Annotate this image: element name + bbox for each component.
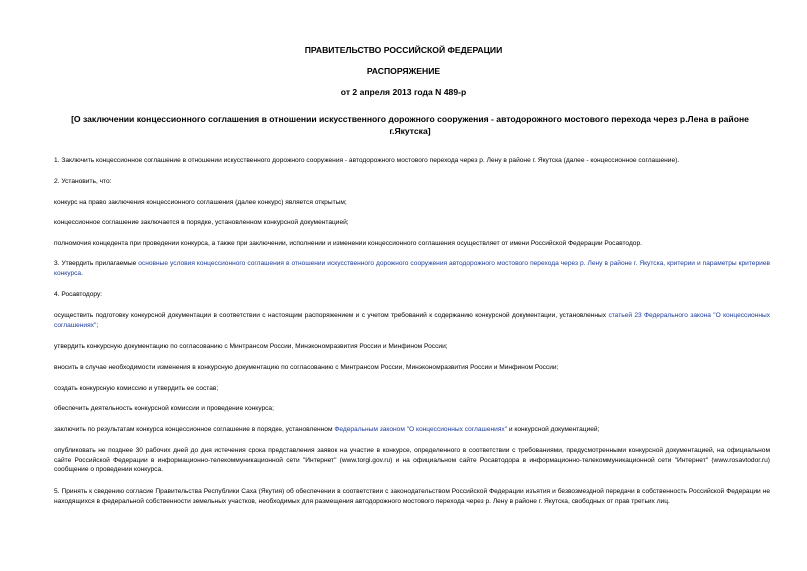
- paragraph-5-text: 5. Принять к сведению согласие Правительства Республики Саха (Якутия) об обеспечении в соответствии с законодательством Российской Федерации изъятия и безвозмездной передачи в собственность Российской Федерации не находящихся в федеральной собственности земельных участков, необходимых для размещения автодорожного мостового перехода через р. Лену в районе г. Якутска, свободных от прав третьих лиц.: [54, 488, 770, 505]
- paragraph-4c-text: вносить в случае необходимости изменения в конкурсную документацию по согласованию с Минтрансом России, Минэкономразвития России и Минфином России;: [54, 364, 559, 371]
- paragraph-4e: [54, 404, 770, 414]
- paragraph-2: [54, 177, 770, 187]
- basic-conditions-link[interactable]: основные условия концессионного соглашения в отношении искусственного дорожного сооружения автодорожного мостового перехода через р. Лену в районе г. Якутска, критерии и параметры критериев конкурса: [54, 260, 770, 277]
- paragraph-4a-text: осуществить подготовку конкурсной документации в соответствии с настоящим распоряжением и с учетом требований к содержанию конкурсной документации, установленных: [54, 312, 609, 319]
- paragraph-4e-text: обеспечить деятельность конкурсной комиссии и проведение конкурса;: [54, 405, 274, 412]
- paragraph-4: [54, 290, 770, 300]
- paragraph-2b: [54, 218, 770, 228]
- paragraph-1: [54, 156, 770, 166]
- paragraph-4a: [54, 311, 770, 330]
- paragraph-4g-text: опубликовать не позднее 30 рабочих дней до дня истечения срока представления заявок на участие в конкурсе, определенного в соответствии с требованиями, предусмотренными конкурсной документацией, на официальном сайте Российской Федерации в информационно-телекоммуникационной сети "Интернет" (www.torgi.gov.ru) и на официальном сайте Росавтодора в информационно-телекоммуникационной сети "Интернет" (www.rosavtodor.ru) сообщение о проведении конкурса.: [54, 447, 770, 474]
- paragraph-2-text: 2. Установить, что:: [54, 178, 112, 185]
- date-number-heading: от 2 апреля 2013 года N 489-р: [340, 87, 467, 97]
- doc-type-heading: РАСПОРЯЖЕНИЕ: [366, 66, 441, 76]
- federal-law-link[interactable]: Федеральным законом "О концессионных соглашениях": [334, 426, 508, 433]
- paragraph-5: [54, 487, 770, 506]
- org-heading: ПРАВИТЕЛЬСТВО РОССИЙСКОЙ ФЕДЕРАЦИИ: [304, 45, 503, 55]
- paragraph-3-end: .: [81, 269, 83, 277]
- paragraph-3: [54, 259, 770, 278]
- paragraph-2c-text: полномочия концедента при проведении конкурса, а также при заключении, исполнении и изменении концессионного соглашения осуществляет от имени Российской Федерации Росавтодор.: [54, 240, 642, 247]
- paragraph-4c: [54, 363, 770, 373]
- paragraph-4b-text: утвердить конкурсную документацию по согласованию с Минтрансом России, Минэкономразвития России и Минфином России;: [54, 343, 448, 350]
- paragraph-4f-text: заключить по результатам конкурса концессионное соглашение в порядке, установленном: [54, 426, 335, 433]
- paragraph-4d: [54, 384, 770, 394]
- paragraph-4-text: 4. Росавтодору:: [54, 291, 103, 298]
- paragraph-2b-text: концессионное соглашение заключается в порядке, установленном конкурсной документацией;: [54, 219, 349, 226]
- paragraph-4a-end: ;: [96, 321, 99, 329]
- paragraph-4b: [54, 342, 770, 352]
- paragraph-2a: [54, 198, 770, 208]
- paragraph-4f: [54, 425, 770, 435]
- paragraph-3-text: 3. Утвердить прилагаемые: [54, 260, 139, 267]
- paragraph-4f-end: и конкурсной документацией;: [507, 426, 600, 433]
- paragraph-2a-text: конкурс на право заключения концессионного соглашения (далее конкурс) является открытым;: [54, 199, 347, 206]
- paragraph-4g: [54, 446, 770, 475]
- paragraph-2c: [54, 239, 770, 249]
- paragraph-1-text: 1. Заключить концессионное соглашение в отношении искусственного дорожного сооружения - автодорожного мостового перехода через р. Лену в районе г. Якутска (далее - концессионное соглашение).: [54, 157, 680, 164]
- document-title: [О заключении концессионного соглашения в отношении искусственного дорожного сооружения - автодорожного мостового перехода через р.Лена в районе г.Якутска]: [71, 114, 749, 136]
- article-23-link[interactable]: статьей 23 Федерального закона "О концессионных соглашениях": [54, 312, 771, 329]
- paragraph-4d-text: создать конкурсную комиссию и утвердить ее состав;: [54, 385, 219, 392]
